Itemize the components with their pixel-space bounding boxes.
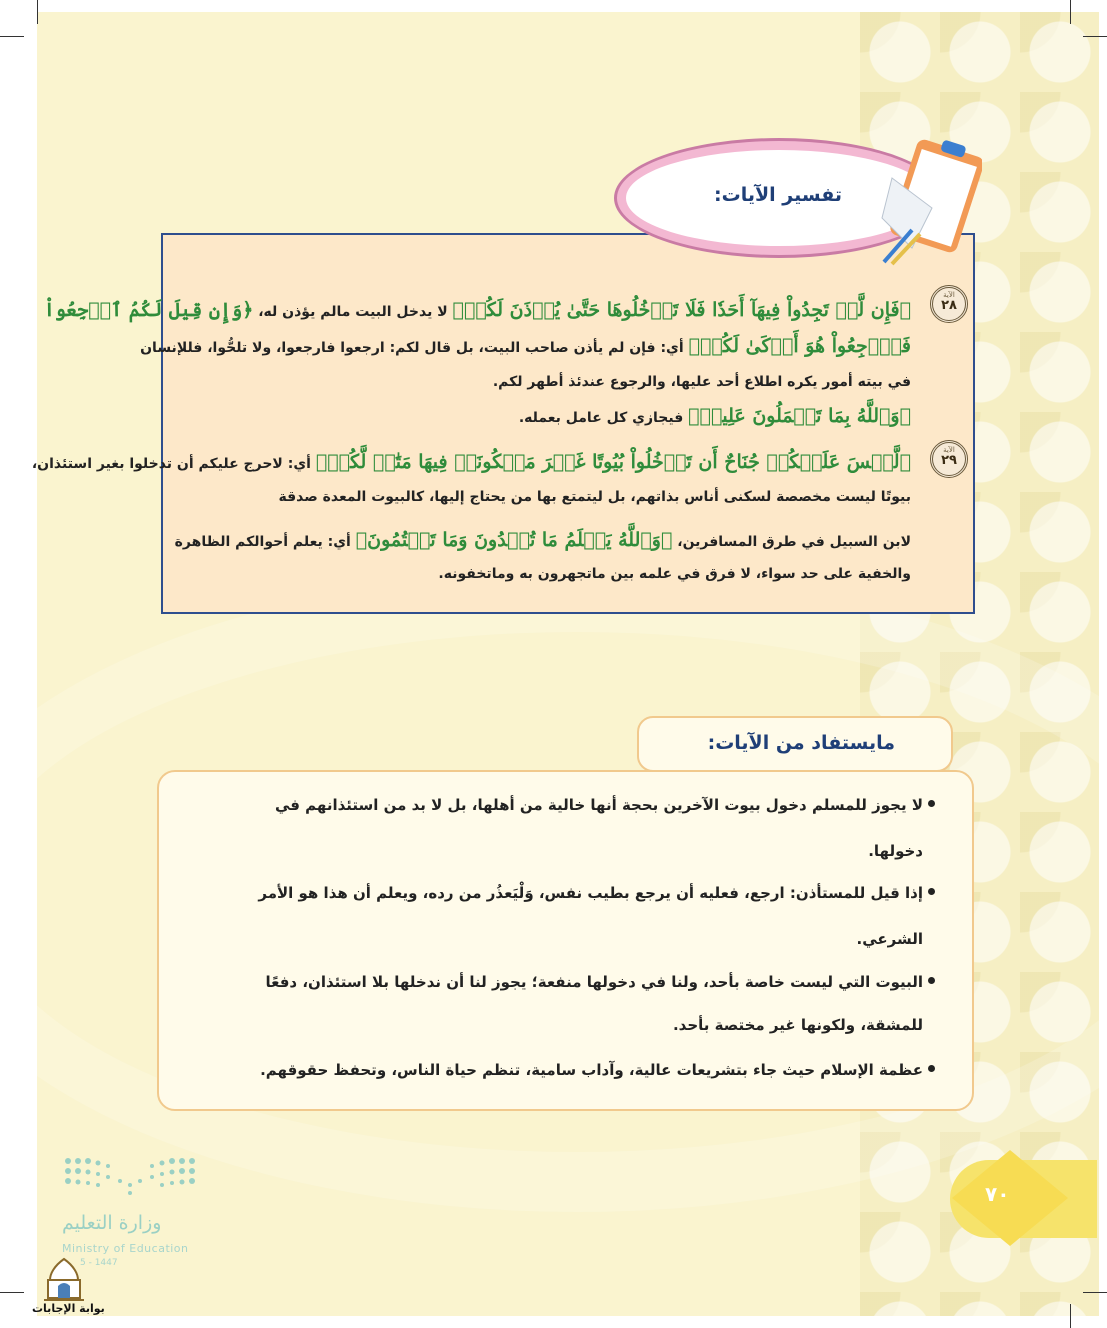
bullet-icon: [928, 1065, 935, 1072]
verse-28-line-3: في بيته أمور يكره اطلاع أحد عليها، والرجوع عندئذ أطهر لكم.: [492, 374, 911, 390]
verse-28-line-2: فَٱرۡجِعُواْ هُوَ أَزۡكَىٰ لَكُمۡ﴾ أي: فإن لم يأذن صاحب البيت، بل قال لكم: ارجعوا فارجعوا، ولا تلحُّوا، فللإنسان: [140, 335, 911, 357]
verse-29-line-1: ﴿لَّيۡسَ عَلَيۡكُمۡ جُنَاحٌ أَن تَدۡخُلُواْ بُيُوتًا غَيۡرَ مَسۡكُونَةٖ فِيهَا مَتَٰعٞ لَّكُمۡ﴾ أي: لاحرج عليكم أن تدخلوا بغير استئذان،: [31, 451, 911, 473]
tafsir-box: [31, 233, 975, 614]
bullet-icon: [928, 888, 935, 895]
verse-28-line-1: ﴿فَإِن لَّمۡ تَجِدُواْ فِيهَآ أَحَدٗا فَلَا تَدۡخُلُوهَا حَتَّىٰ يُؤۡذَنَ لَكُمۡ﴾ لا يدخل البيت مالم يؤذن له، ﴿وَإِن قِيلَ لَكُمُ ٱرۡجِعُواْ: [43, 299, 911, 321]
crop-mark: [1070, 0, 1071, 24]
verse-29-number: ٢٩: [941, 453, 957, 468]
lesson-2-line-2: الشرعي.: [856, 930, 923, 948]
clipboard-pencil-icon: [872, 138, 982, 268]
verse-28-number: ٢٨: [941, 298, 957, 313]
verse-28-badge: الآية ٢٨: [930, 285, 968, 323]
crop-mark: [1083, 36, 1107, 37]
ministry-dots-logo: [62, 1155, 198, 1197]
verse-29-badge: الآية ٢٩: [930, 440, 968, 478]
tafsir-title: تفسير الآيات:: [714, 184, 842, 206]
verse-28-line-4: ﴿وَٱللَّهُ بِمَا تَعۡمَلُونَ عَلِيمٞ﴾ فيجازي كل عامل بعمله.: [518, 405, 911, 427]
lesson-4-line-1: عظمة الإسلام حيث جاء بتشريعات عالية، وآداب سامية، تنظم حياة الناس، وتحفظ حقوقهم.: [260, 1061, 923, 1079]
lessons-title: مايستفاد من الآيات:: [707, 732, 895, 754]
lesson-2-line-1: إذا قيل للمستأذن: ارجع، فعليه أن يرجع بطيب نفس، وَلْيَعذُر من رده، ويعلم أن هذا هو الأمر: [258, 884, 923, 902]
crop-mark: [37, 0, 38, 24]
site-building-logo: [40, 1256, 88, 1304]
page-number: ٧٠: [985, 1182, 1010, 1206]
crop-mark: [0, 1292, 24, 1293]
lesson-1-line-1: لا يجوز للمسلم دخول بيوت الآخرين بحجة أنها خالية من أهلها، بل لا بد من استئذانهم في: [274, 796, 923, 814]
bullet-icon: [928, 977, 935, 984]
ministry-name-arabic: وزارة التعليم: [62, 1212, 162, 1234]
verse-29-line-3: لابن السبيل في طرق المسافرين، ﴿وَٱللَّهُ يَعۡلَمُ مَا تُبۡدُونَ وَمَا تَكۡتُمُونَ﴾ أي: يعلم أحوالكم الظاهرة: [174, 529, 911, 551]
verse-29-line-4: والخفية على حد سواء، لا فرق في علمه بين ماتجهرون به وماتخفونه.: [438, 566, 911, 582]
lessons-header: [637, 716, 953, 772]
crop-mark: [1083, 1292, 1107, 1293]
lessons-box: [157, 770, 974, 1111]
edition-year: 5 - 1447: [80, 1258, 118, 1268]
bullet-icon: [928, 800, 935, 807]
lesson-3-line-1: البيوت التي ليست خاصة بأحد، ولنا في دخولها منفعة؛ يجوز لنا أن ندخلها بلا استئذان، دفعًا: [265, 973, 923, 991]
verse-29-line-2: بيوتًا ليست مخصصة لسكنى أناس بذاتهم، بل ليتمتع بها من يحتاج إليها، كالبيوت المعدة صدقة: [278, 489, 911, 505]
lesson-1-line-2: دخولها.: [868, 842, 923, 860]
crop-mark: [1070, 1304, 1071, 1328]
lesson-3-line-2: للمشقة، ولكونها غير مختصة بأحد.: [672, 1016, 923, 1034]
ministry-name-english: Ministry of Education: [62, 1242, 189, 1255]
crop-mark: [0, 36, 24, 37]
site-name: بوابة الإجابات: [32, 1302, 105, 1315]
